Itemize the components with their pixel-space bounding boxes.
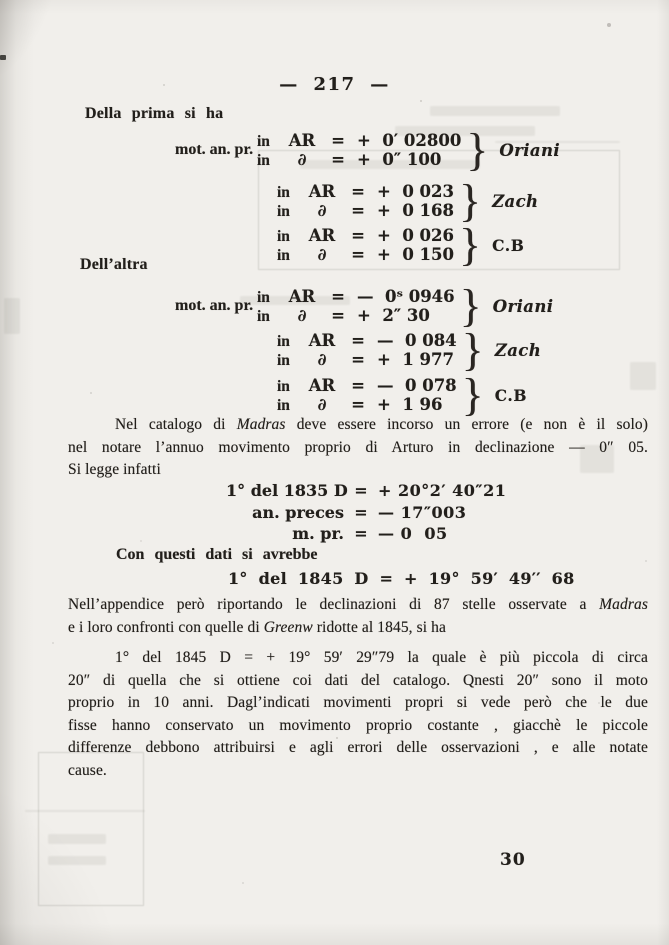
display-equation-1835 bbox=[226, 480, 506, 545]
paragraph-final bbox=[68, 647, 648, 782]
signature-number: 30 bbox=[500, 850, 526, 870]
eq-equals: = bbox=[351, 376, 365, 395]
eq-equals: = bbox=[331, 306, 345, 325]
eq-variable: ∂ bbox=[317, 395, 327, 414]
equation-row bbox=[277, 331, 457, 350]
eq-in: in bbox=[277, 352, 290, 369]
proper-motion-group-oriani-2 bbox=[175, 280, 554, 331]
text-line: Si legge infatti bbox=[68, 461, 161, 478]
proper-motion-group-zach-1 bbox=[277, 175, 539, 226]
text-line bbox=[68, 414, 648, 437]
eq-equals: = bbox=[331, 131, 345, 150]
text-segment: Nel catalogo di bbox=[115, 416, 237, 433]
eq-rows bbox=[277, 226, 454, 264]
brace-icon: } bbox=[466, 124, 489, 175]
text-segment-italic: Greenw bbox=[263, 618, 313, 636]
eq-in: in bbox=[257, 308, 270, 325]
brace-icon: } bbox=[461, 369, 484, 420]
eq-in: in bbox=[277, 247, 290, 264]
proper-motion-group-zach-2 bbox=[277, 324, 542, 375]
eq-equals: = bbox=[351, 350, 365, 369]
eq-in: in bbox=[277, 228, 290, 245]
eq-in: in bbox=[277, 397, 290, 414]
eq-lhs: 1° del 1835 D bbox=[226, 481, 348, 500]
equation-row bbox=[277, 350, 457, 369]
text-segment-italic: Madras bbox=[236, 416, 286, 433]
intro-line-altra: Dell’altra bbox=[80, 256, 148, 273]
eq-equals: = bbox=[351, 245, 365, 264]
equation-row bbox=[277, 395, 457, 414]
bleedthrough-artifact bbox=[48, 856, 106, 865]
eq-in: in bbox=[257, 133, 270, 150]
eq-value: — 0 084 bbox=[377, 331, 457, 350]
equation-row bbox=[277, 201, 454, 220]
equation-row bbox=[277, 226, 454, 245]
text-line: differenze debbono attribuirsi e agli errori delle osservazioni , e alle notate bbox=[68, 739, 648, 756]
text-line: proprio in 10 anni. Dagl’indicati movimenti propri si vede però che le due bbox=[68, 694, 648, 711]
eq-value: — 0 078 bbox=[377, 376, 457, 395]
eq-value: + 0′ 02800 bbox=[357, 131, 462, 150]
eq-equals: = bbox=[354, 481, 368, 500]
eq-value: — 0ˢ 0946 bbox=[357, 287, 455, 306]
text-line: fisse hanno conservato un movimento proprio costante , giacchè le piccole bbox=[68, 716, 648, 734]
brace-icon: } bbox=[461, 324, 484, 375]
eq-in: in bbox=[277, 378, 290, 395]
eq-variable: ∂ bbox=[317, 201, 327, 220]
eq-rows bbox=[277, 376, 457, 414]
eq-source-label: Zach bbox=[494, 340, 542, 360]
brace-icon: } bbox=[458, 175, 482, 226]
eq-value: + 0 168 bbox=[377, 201, 454, 220]
text-line: nel notare l’annuo movimento proprio di Arturo in declinazione — 0″ 05. bbox=[68, 438, 648, 456]
bleedthrough-artifact bbox=[630, 362, 656, 390]
equation-row bbox=[277, 182, 454, 201]
text-line: cause. bbox=[68, 761, 107, 779]
paragraph-appendice bbox=[68, 594, 648, 639]
bleedthrough-artifact bbox=[4, 298, 20, 334]
eq-rhs: — 17″003 bbox=[378, 502, 467, 522]
proper-motion-group-cb-1 bbox=[277, 219, 525, 270]
eq-equals: = bbox=[351, 226, 365, 245]
eq-equals: = bbox=[351, 182, 365, 201]
bleedthrough-artifact bbox=[48, 834, 106, 844]
bleedthrough-artifact bbox=[25, 810, 145, 812]
eq-variable: AR bbox=[308, 226, 336, 245]
eq-equals: = bbox=[331, 150, 345, 169]
eq-variable: AR bbox=[308, 376, 336, 395]
eq-value: + 2″ 30 bbox=[357, 306, 430, 325]
eq-variable: ∂ bbox=[297, 150, 307, 169]
text-segment: deve essere incorso un errore (e non è il solo) bbox=[285, 416, 648, 433]
eq-equals: = bbox=[351, 331, 365, 350]
eq-value: + 1 977 bbox=[377, 350, 454, 369]
text-line bbox=[68, 617, 648, 640]
eq-variable: ∂ bbox=[317, 350, 327, 369]
paragraph-madras-error bbox=[68, 414, 648, 482]
eq-source-label: Oriani bbox=[492, 296, 554, 316]
eq-value: + 0 150 bbox=[377, 245, 454, 264]
eq-in: in bbox=[257, 152, 270, 169]
equation-row bbox=[226, 523, 506, 545]
eq-in: in bbox=[277, 333, 290, 350]
eq-rhs: — 0 05 bbox=[378, 524, 448, 543]
equation-row bbox=[226, 502, 506, 524]
eq-equals: = bbox=[331, 287, 345, 306]
eq-source-label: Zach bbox=[492, 191, 539, 211]
proper-motion-group-oriani-1 bbox=[175, 124, 561, 175]
eq-value: + 0 026 bbox=[377, 226, 454, 245]
eq-variable: AR bbox=[288, 287, 316, 306]
eq-rows bbox=[277, 182, 454, 220]
eq-prefix: mot. an. pr. bbox=[175, 141, 254, 158]
eq-value: + 0″ 100 bbox=[357, 150, 442, 169]
eq-rows bbox=[277, 331, 457, 369]
eq-variable: ∂ bbox=[317, 245, 327, 264]
equation-row bbox=[257, 306, 455, 325]
eq-equals: = bbox=[351, 201, 365, 220]
eq-variable: AR bbox=[288, 131, 316, 150]
equation-row bbox=[277, 245, 454, 264]
text-segment-italic: Madras bbox=[599, 596, 648, 613]
eq-in: in bbox=[277, 203, 290, 220]
eq-prefix: mot. an. pr. bbox=[175, 297, 254, 314]
text-segment: Nell’appendice però riportando le declinazioni di 87 stelle osservate a bbox=[68, 596, 600, 613]
eq-variable: ∂ bbox=[297, 306, 307, 325]
bleedthrough-artifact bbox=[430, 106, 560, 116]
intro-line-prima: Della prima si ha bbox=[85, 105, 224, 122]
text-line: 1° del 1845 D = + 19° 59′ 29″79 la quale è più piccola di circa bbox=[115, 649, 648, 666]
text-segment: ridotte al 1845, si ha bbox=[312, 618, 446, 636]
proper-motion-group-cb-2 bbox=[277, 369, 528, 420]
paper-specks bbox=[0, 0, 2, 2]
equation-row bbox=[257, 131, 461, 150]
eq-rows bbox=[257, 131, 461, 169]
display-equation-1845: 1° del 1845 D = + 19° 59′ 49′′ 68 bbox=[228, 569, 575, 588]
eq-equals: = bbox=[354, 524, 368, 543]
paragraph-con-questi-dati: Con questi dati si avrebbe bbox=[116, 546, 318, 563]
brace-icon: } bbox=[458, 219, 482, 270]
equation-row bbox=[277, 376, 457, 395]
equation-row bbox=[226, 480, 506, 502]
eq-rows bbox=[257, 287, 455, 325]
eq-source-label: Oriani bbox=[499, 140, 561, 160]
eq-source-label: C.B bbox=[494, 385, 528, 405]
eq-source-label: C.B bbox=[492, 235, 525, 255]
eq-lhs: m. pr. bbox=[292, 524, 344, 543]
eq-equals: = bbox=[351, 395, 365, 414]
equation-row bbox=[257, 150, 461, 169]
eq-rhs: + 20°2′ 40″21 bbox=[378, 481, 507, 500]
eq-in: in bbox=[277, 184, 290, 201]
eq-equals: = bbox=[354, 502, 368, 522]
eq-variable: AR bbox=[308, 331, 336, 350]
text-line bbox=[68, 594, 648, 617]
eq-lhs: an. preces bbox=[252, 502, 344, 522]
page-edge-mark bbox=[0, 55, 6, 60]
eq-in: in bbox=[257, 289, 270, 306]
text-line: 20″ di quella che si ottiene coi dati del catalogo. Qnesti 20″ sono il moto bbox=[68, 671, 648, 689]
text-segment: e i loro confronti con quelle di bbox=[68, 618, 264, 636]
eq-value: + 1 96 bbox=[377, 395, 443, 414]
eq-variable: AR bbox=[308, 182, 336, 201]
eq-value: + 0 023 bbox=[377, 182, 454, 201]
brace-icon: } bbox=[459, 280, 482, 331]
equation-row bbox=[257, 287, 455, 306]
page-number-header: — 217 — bbox=[279, 74, 390, 95]
